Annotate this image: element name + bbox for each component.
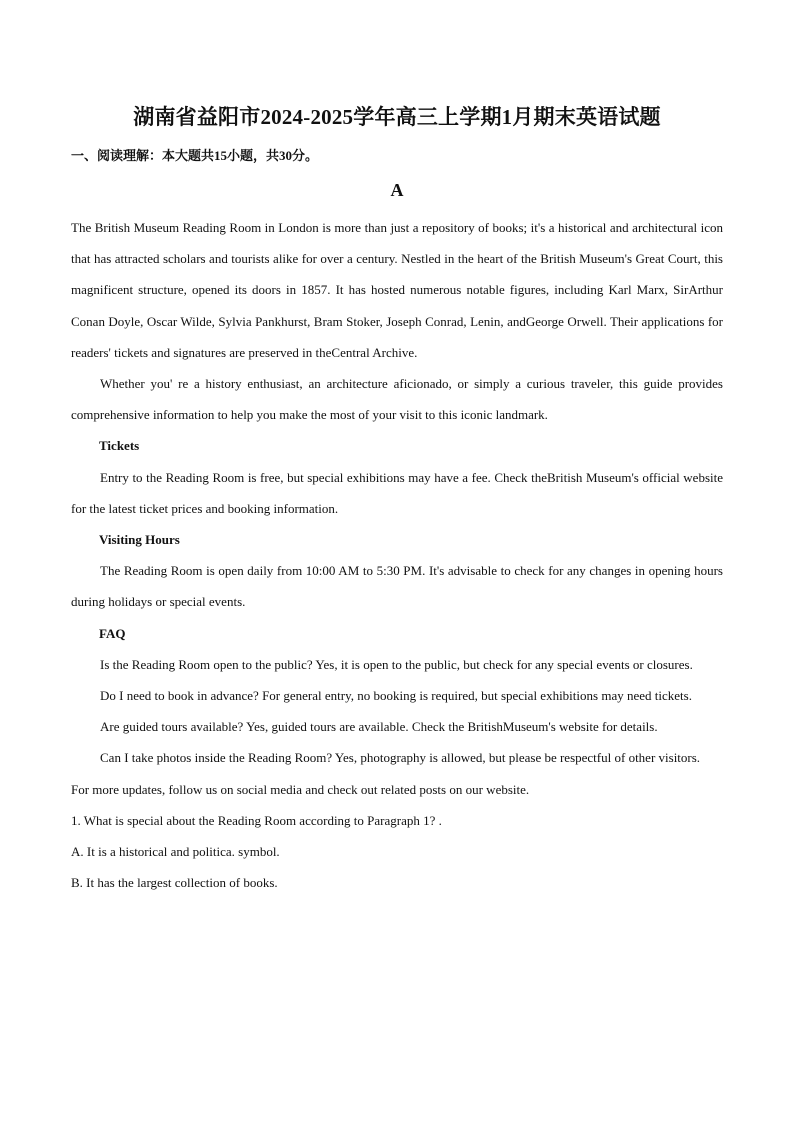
intro-paragraph: The British Museum Reading Room in London is more than just a repository of books; it's a historical and architectural icon that has attracted scholars and tourists alike for over a century. Nestled in the heart of the British Museum's Great Court, this magnificent structure, opened its doors in 1857. It has hosted numerous notable figures, including Karl Marx, SirArthur Conan Doyle, Oscar Wilde, Sylvia Pankhurst, Bram Stoker, Joseph Conrad, Lenin, andGeorge Orwell. Their applications for readers' tickets and signatures are preserved in theCentral Archive.: [71, 220, 723, 360]
visiting-hours-paragraph: The Reading Room is open daily from 10:00 AM to 5:30 PM. It's advisable to check for any changes in opening hours during holidays or special events.: [71, 563, 723, 610]
visiting-hours-heading: Visiting Hours: [99, 532, 180, 548]
faq-item: Are guided tours available? Yes, guided tours are available. Check the BritishMuseum's website for details.: [100, 719, 658, 735]
tickets-paragraph: Entry to the Reading Room is free, but special exhibitions may have a fee. Check theBritish Museum's official website for the latest ticket prices and booking information.: [71, 469, 723, 516]
page-title: 湖南省益阳市2024-2025学年高三上学期1月期末英语试题: [133, 105, 661, 129]
faq-item: Is the Reading Room open to the public? Yes, it is open to the public, but check for any special events or closures.: [100, 656, 693, 672]
faq-heading: FAQ: [99, 625, 126, 641]
section-heading: 一、阅读理解：本大题共15小题，共30分。: [71, 148, 319, 163]
answer-option: B. It has the largest collection of books.: [71, 875, 278, 891]
passage-body: [71, 212, 723, 898]
faq-item: Can I take photos inside the Reading Room? Yes, photography is allowed, but please be respectful of other visitors.: [100, 750, 701, 766]
passage-label: A: [390, 180, 404, 200]
closing-paragraph: For more updates, follow us on social media and check out related posts on our website.: [71, 781, 530, 797]
question-stem: 1. What is special about the Reading Room according to Paragraph 1? .: [71, 812, 442, 828]
tickets-heading: Tickets: [99, 438, 140, 454]
guide-paragraph: Whether you' re a history enthusiast, an architecture aficionado, or simply a curious traveler, this guide provides comprehensive information to help you make the most of your visit to this iconic landmark.: [71, 376, 723, 423]
answer-option: A. It is a historical and politica. symbol.: [71, 844, 280, 860]
faq-item: Do I need to book in advance? For general entry, no booking is required, but special exhibitions may need tickets.: [100, 688, 692, 704]
